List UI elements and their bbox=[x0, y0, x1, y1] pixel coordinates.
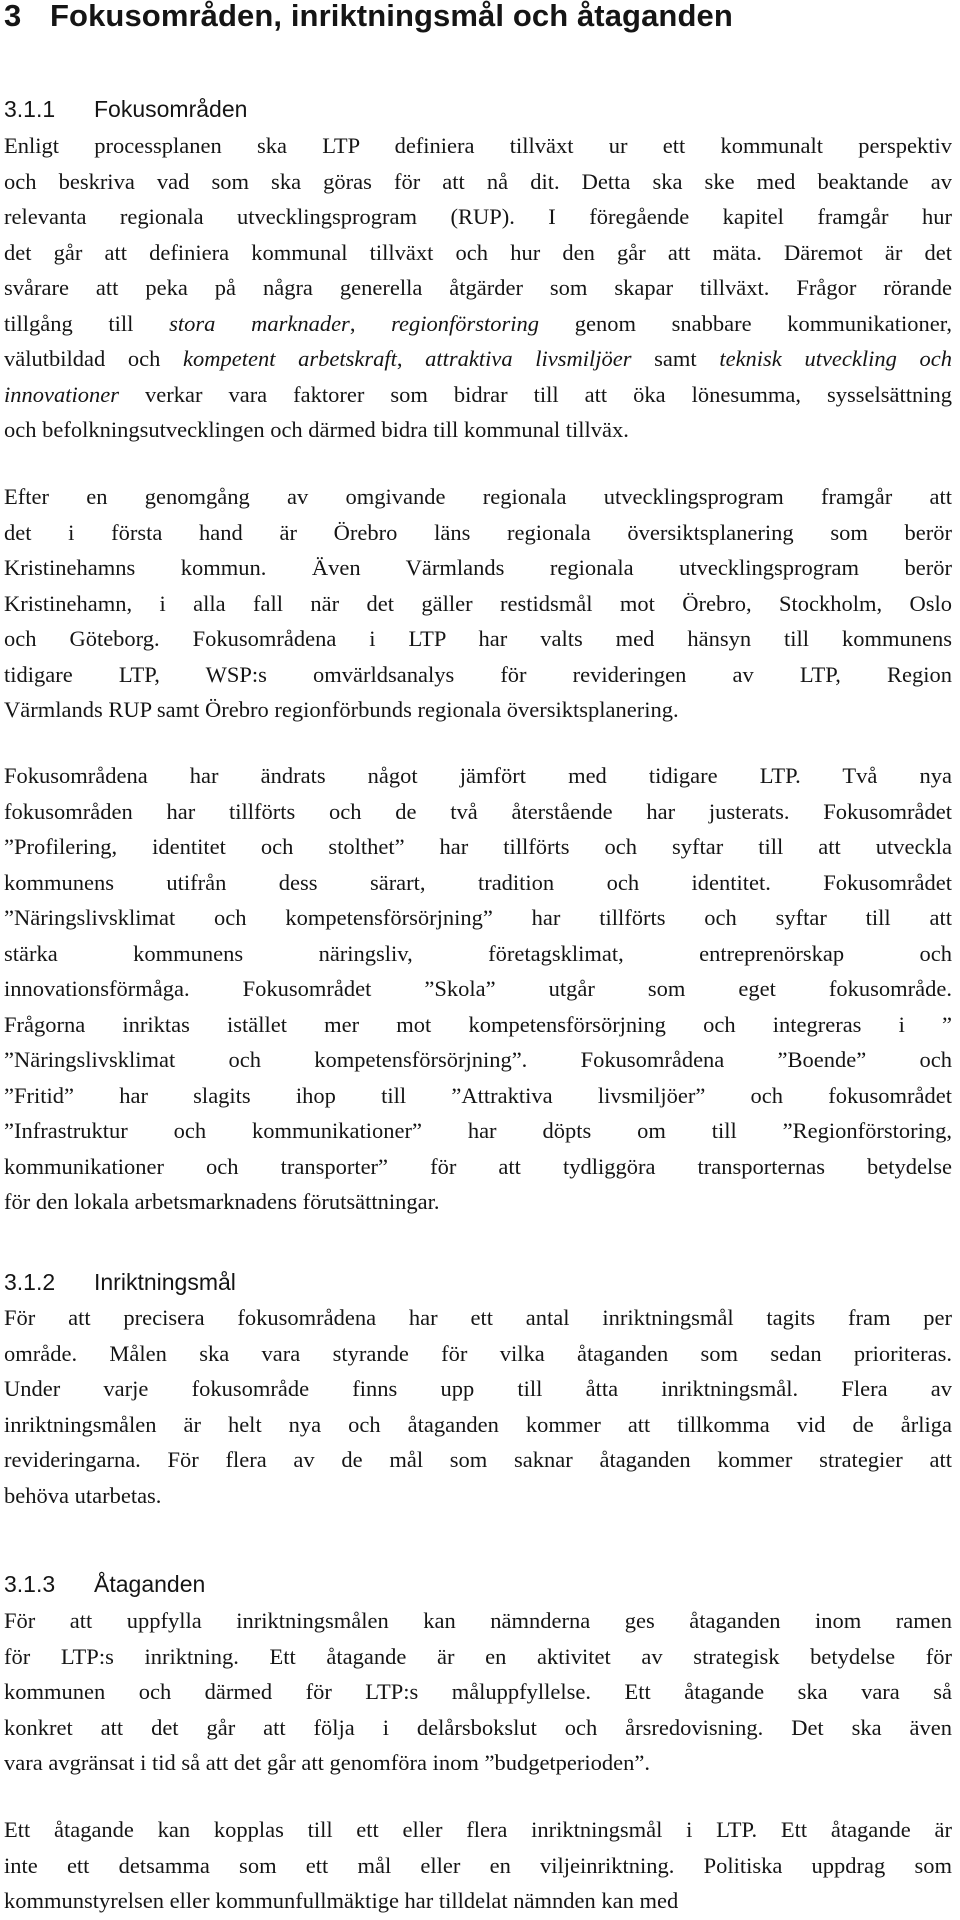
text-run: ”Infrastruktur och kommunikationer” har döpts om till ”Regionförstoring, bbox=[4, 1118, 952, 1143]
text-line bbox=[4, 1149, 952, 1185]
text-run: samt bbox=[631, 346, 720, 371]
section-heading-3-1-3 bbox=[4, 1569, 205, 1599]
text-line bbox=[4, 1442, 952, 1478]
text-run: vara avgränsat i tid så att det går att genomföra inom ”budgetperioden”. bbox=[4, 1750, 651, 1775]
text-line bbox=[4, 1639, 952, 1675]
paragraph bbox=[4, 128, 952, 448]
text-line bbox=[4, 971, 952, 1007]
text-run: Efter en genomgång av omgivande regionala utvecklingsprogram framgår att bbox=[4, 484, 952, 509]
text-run: stärka kommunens näringsliv, företagsklimat, entreprenörskap och bbox=[4, 940, 952, 966]
text-run: verkar vara faktorer som bidrar till att öka lönesumma, sysselsättning bbox=[118, 381, 952, 407]
text-line bbox=[4, 515, 952, 551]
text-line bbox=[4, 306, 952, 342]
text-run: För att uppfylla inriktningsmålen kan nämnderna ges åtaganden inom ramen bbox=[4, 1608, 952, 1633]
text-run: innovationsförmåga. Fokusområdet ”Skola” utgår som eget fokusområde. bbox=[4, 976, 952, 1001]
text-run: Kristinehamn, i alla fall när det gäller restidsmål mot Örebro, Stockholm, Oslo bbox=[4, 590, 952, 616]
chapter-heading bbox=[4, 0, 733, 34]
text-line bbox=[4, 657, 952, 693]
text-run: kommunen och därmed för LTP:s måluppfyllelse. Ett åtagande ska vara så bbox=[4, 1679, 952, 1704]
section-title: Inriktningsmål bbox=[94, 1269, 236, 1295]
text-line bbox=[4, 1300, 952, 1336]
text-line bbox=[4, 1336, 952, 1372]
text-line bbox=[4, 550, 952, 586]
text-line bbox=[4, 758, 952, 794]
section-title: Fokusområden bbox=[94, 96, 248, 122]
text-line bbox=[4, 479, 952, 515]
text-line bbox=[4, 1710, 952, 1746]
text-line bbox=[4, 692, 952, 728]
paragraph bbox=[4, 479, 952, 728]
text-line bbox=[4, 1113, 952, 1149]
emphasized-text: teknisk utveckling och bbox=[719, 346, 953, 371]
text-line bbox=[4, 936, 952, 972]
emphasized-text: kompetent arbetskraft bbox=[183, 346, 397, 371]
text-run: konkret att det går att följa i delårsbokslut och årsredovisning. Det ska även bbox=[4, 1714, 952, 1740]
text-run: , bbox=[396, 346, 426, 371]
text-line bbox=[4, 865, 952, 901]
chapter-number: 3 bbox=[4, 0, 22, 33]
text-run: Frågorna inriktas istället mer mot kompetensförsörjning och integreras i ” bbox=[4, 1011, 952, 1037]
emphasized-text: regionförstoring bbox=[391, 310, 540, 336]
text-run: , bbox=[349, 310, 392, 336]
section-number: 3.1.3 bbox=[4, 1571, 56, 1597]
text-run: kommunstyrelsen eller kommunfullmäktige har tilldelat nämnden kan med bbox=[4, 1888, 679, 1913]
text-line bbox=[4, 1478, 952, 1514]
text-line bbox=[4, 270, 952, 306]
text-run: och beskriva vad som ska göras för att nå dit. Detta ska ske med beaktande av bbox=[4, 168, 952, 194]
text-line bbox=[4, 164, 952, 200]
text-line bbox=[4, 412, 952, 448]
paragraph bbox=[4, 1812, 952, 1919]
text-run: genom snabbare kommunikationer, bbox=[539, 310, 953, 336]
paragraph bbox=[4, 758, 952, 1220]
text-run: ”Näringslivsklimat och kompetensförsörjning”. Fokusområdena ”Boende” och bbox=[4, 1047, 952, 1072]
text-run: ”Näringslivsklimat och kompetensförsörjning” har tillförts och syftar till att bbox=[4, 905, 952, 930]
text-run: kommunikationer och transporter” för att tydliggöra transporternas betydelse bbox=[4, 1153, 952, 1179]
text-run: område. Målen ska vara styrande för vilka åtaganden som sedan prioriteras. bbox=[4, 1340, 952, 1366]
text-line bbox=[4, 900, 952, 936]
text-line bbox=[4, 1603, 952, 1639]
text-line bbox=[4, 1745, 952, 1781]
text-line bbox=[4, 1007, 952, 1043]
text-run: tillgång till bbox=[4, 310, 170, 336]
text-line bbox=[4, 1078, 952, 1114]
text-run: för LTP:s inriktning. Ett åtagande är en aktivitet av strategisk betydelse för bbox=[4, 1643, 952, 1669]
text-run: det i första hand är Örebro läns regionala översiktsplanering som berör bbox=[4, 519, 952, 545]
text-run: ”Profilering, identitet och stolthet” har tillförts och syftar till att utveckla bbox=[4, 834, 952, 859]
text-line bbox=[4, 1371, 952, 1407]
text-line bbox=[4, 621, 952, 657]
text-run: och Göteborg. Fokusområdena i LTP har valts med hänsyn till kommunens bbox=[4, 626, 952, 651]
text-line bbox=[4, 1883, 952, 1919]
section-heading-3-1-1 bbox=[4, 94, 247, 124]
text-run: svårare att peka på några generella åtgärder som skapar tillväxt. Frågor rörande bbox=[4, 275, 952, 300]
text-line bbox=[4, 1848, 952, 1884]
emphasized-text: attraktiva livsmiljöer bbox=[425, 346, 632, 371]
text-line bbox=[4, 1042, 952, 1078]
text-run: och befolkningsutvecklingen och därmed bidra till kommunal tillväx. bbox=[4, 417, 629, 442]
text-run: behöva utarbetas. bbox=[4, 1482, 162, 1508]
text-run: fokusområden har tillförts och de två återstående har justerats. Fokusområdet bbox=[4, 798, 952, 824]
text-line bbox=[4, 586, 952, 622]
text-run: relevanta regionala utvecklingsprogram (RUP). I föregående kapitel framgår hur bbox=[4, 204, 952, 229]
chapter-title: Fokusområden, inriktningsmål och åtaganden bbox=[50, 0, 733, 33]
text-run: Fokusområdena har ändrats något jämfört med tidigare LTP. Två nya bbox=[4, 763, 952, 788]
section-heading-3-1-2 bbox=[4, 1267, 236, 1297]
text-line bbox=[4, 341, 952, 377]
text-run: inriktningsmålen är helt nya och åtaganden kommer att tillkomma vid de årliga bbox=[4, 1411, 952, 1437]
text-run: för den lokala arbetsmarknadens förutsättningar. bbox=[4, 1189, 440, 1214]
text-run: ”Fritid” har slagits ihop till ”Attraktiva livsmiljöer” och fokusområdet bbox=[4, 1082, 952, 1108]
text-line bbox=[4, 829, 952, 865]
text-run: Värmlands RUP samt Örebro regionförbunds regionala översiktsplanering. bbox=[4, 697, 679, 722]
emphasized-text: innovationer bbox=[4, 381, 119, 407]
text-run: kommunens utifrån dess särart, tradition och identitet. Fokusområdet bbox=[4, 869, 952, 895]
section-number: 3.1.2 bbox=[4, 1269, 56, 1295]
text-run: välutbildad och bbox=[4, 346, 184, 371]
emphasized-text: stora marknader bbox=[169, 310, 350, 336]
paragraph bbox=[4, 1300, 952, 1513]
text-line bbox=[4, 1407, 952, 1443]
section-number: 3.1.1 bbox=[4, 96, 56, 122]
text-line bbox=[4, 1812, 952, 1848]
text-line bbox=[4, 1184, 952, 1220]
text-run: Ett åtagande kan kopplas till ett eller flera inriktningsmål i LTP. Ett åtagande är bbox=[4, 1817, 952, 1842]
text-run: Enligt processplanen ska LTP definiera tillväxt ur ett kommunalt perspektiv bbox=[4, 133, 952, 158]
paragraph bbox=[4, 1603, 952, 1781]
text-run: revideringarna. För flera av de mål som saknar åtaganden kommer strategier att bbox=[4, 1447, 952, 1472]
text-line bbox=[4, 1674, 952, 1710]
text-run: För att precisera fokusområdena har ett antal inriktningsmål tagits fram per bbox=[4, 1305, 952, 1330]
text-run: Under varje fokusområde finns upp till åtta inriktningsmål. Flera av bbox=[4, 1376, 952, 1401]
text-line bbox=[4, 794, 952, 830]
text-run: det går att definiera kommunal tillväxt och hur den går att mäta. Däremot är det bbox=[4, 239, 952, 265]
text-run: inte ett detsamma som ett mål eller en viljeinriktning. Politiska uppdrag som bbox=[4, 1852, 952, 1878]
text-line bbox=[4, 128, 952, 164]
text-line bbox=[4, 199, 952, 235]
section-title: Åtaganden bbox=[94, 1571, 206, 1597]
text-run: tidigare LTP, WSP:s omvärldsanalys för revideringen av LTP, Region bbox=[4, 661, 952, 687]
text-line bbox=[4, 235, 952, 271]
text-line bbox=[4, 377, 952, 413]
text-run: Kristinehamns kommun. Även Värmlands regionala utvecklingsprogram berör bbox=[4, 555, 952, 580]
